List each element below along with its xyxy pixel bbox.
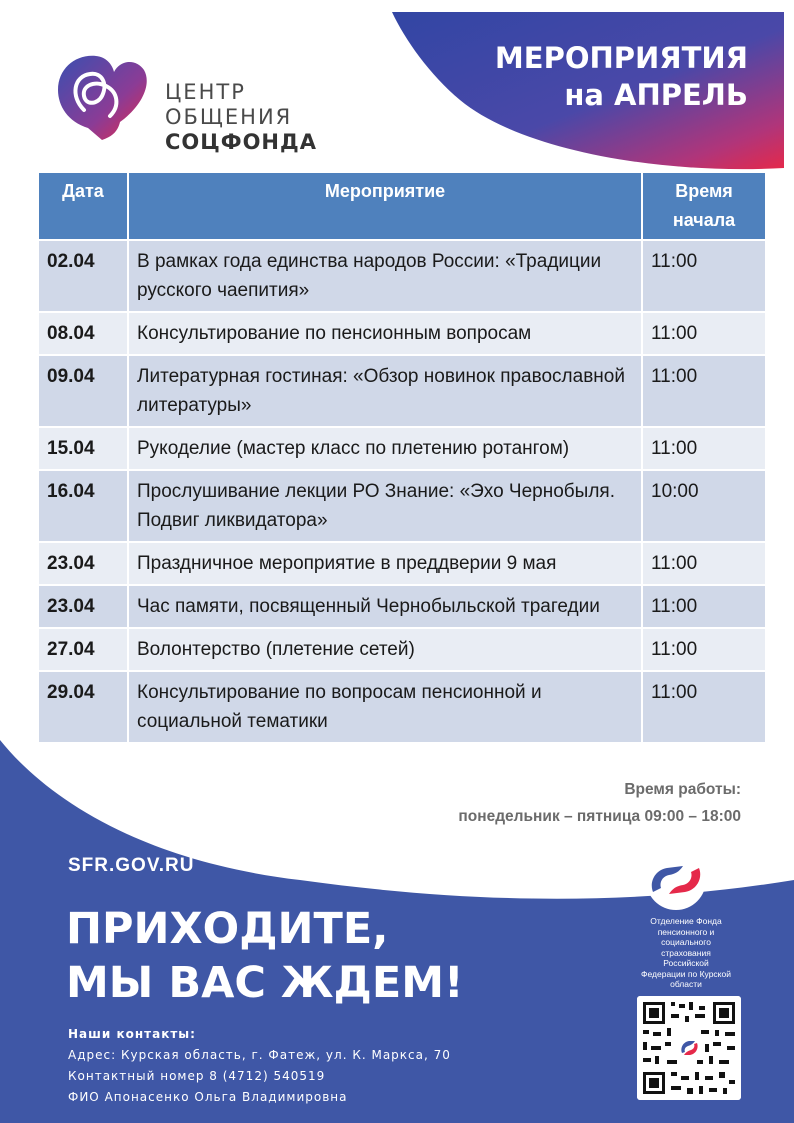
event-date: 09.04 — [38, 355, 128, 427]
table-row — [38, 427, 766, 470]
contacts-phone: Контактный номер 8 (4712) 540519 — [68, 1069, 326, 1083]
column-header-time: Время начала — [642, 172, 766, 240]
table-row — [38, 628, 766, 671]
event-title: Волонтерство (плетение сетей) — [128, 628, 642, 671]
event-time: 11:00 — [642, 542, 766, 585]
event-date: 23.04 — [38, 542, 128, 585]
event-date: 23.04 — [38, 585, 128, 628]
event-time: 11:00 — [642, 671, 766, 743]
event-title: Консультирование по вопросам пенсионной и социальной тематики — [128, 671, 642, 743]
table-row — [38, 585, 766, 628]
event-title: Литературная гостиная: «Обзор новинок православной литературы» — [128, 355, 642, 427]
table-row — [38, 240, 766, 312]
logo-text — [165, 80, 317, 155]
event-time: 11:00 — [642, 628, 766, 671]
event-title: Рукоделие (мастер класс по плетению ротангом) — [128, 427, 642, 470]
heart-chat-logo-icon — [54, 50, 150, 146]
event-title: Час памяти, посвященный Чернобыльской трагедии — [128, 585, 642, 628]
event-date: 08.04 — [38, 312, 128, 355]
table-row — [38, 355, 766, 427]
event-title: Консультирование по пенсионным вопросам — [128, 312, 642, 355]
column-header-date: Дата — [38, 172, 128, 240]
table-row — [38, 671, 766, 743]
qr-code-icon[interactable] — [637, 996, 741, 1100]
work-hours-value: понедельник – пятница 09:00 – 18:00 — [458, 808, 741, 825]
contacts-person: ФИО Апонасенко Ольга Владимировна — [68, 1090, 348, 1104]
event-date: 15.04 — [38, 427, 128, 470]
event-date: 16.04 — [38, 470, 128, 542]
website-link[interactable]: SFR.GOV.RU — [68, 855, 195, 876]
sfr-logo-icon — [639, 850, 713, 910]
event-time: 11:00 — [642, 585, 766, 628]
title-line-2: на АПРЕЛЬ — [564, 78, 748, 112]
slogan-line-1: ПРИХОДИТЕ, — [66, 904, 389, 954]
slogan — [66, 902, 464, 1010]
contacts-block — [68, 1024, 451, 1108]
event-time: 11:00 — [642, 240, 766, 312]
logo-line-1: ЦЕНТР — [165, 80, 246, 104]
table-row — [38, 470, 766, 542]
table-row — [38, 542, 766, 585]
event-time: 11:00 — [642, 427, 766, 470]
event-title: Праздничное мероприятие в преддверии 9 мая — [128, 542, 642, 585]
event-title: В рамках года единства народов России: «Традиции русского чаепития» — [128, 240, 642, 312]
contacts-address: Адрес: Курская область, г. Фатеж, ул. К. Маркса, 70 — [68, 1048, 451, 1062]
event-time: 11:00 — [642, 355, 766, 427]
event-date: 27.04 — [38, 628, 128, 671]
event-date: 29.04 — [38, 671, 128, 743]
page-title — [495, 40, 748, 114]
event-title: Прослушивание лекции РО Знание: «Эхо Чернобыля. Подвиг ликвидатора» — [128, 470, 642, 542]
table-row — [38, 312, 766, 355]
contacts-title: Наши контакты: — [68, 1027, 196, 1041]
event-time: 11:00 — [642, 312, 766, 355]
org-name: Отделение Фонда пенсионного и социального страхования Российской Федерации по Курской области — [641, 916, 731, 989]
column-header-event: Мероприятие — [128, 172, 642, 240]
title-line-1: МЕРОПРИЯТИЯ — [494, 41, 748, 75]
events-table — [37, 171, 767, 744]
work-hours-label: Время работы: — [624, 781, 741, 798]
table-header-row — [38, 172, 766, 240]
logo-line-2: ОБЩЕНИЯ — [165, 105, 293, 129]
slogan-line-2: МЫ ВАС ЖДЕМ! — [66, 958, 464, 1008]
event-time: 10:00 — [642, 470, 766, 542]
event-date: 02.04 — [38, 240, 128, 312]
logo-line-3: СОЦФОНДА — [165, 130, 317, 154]
